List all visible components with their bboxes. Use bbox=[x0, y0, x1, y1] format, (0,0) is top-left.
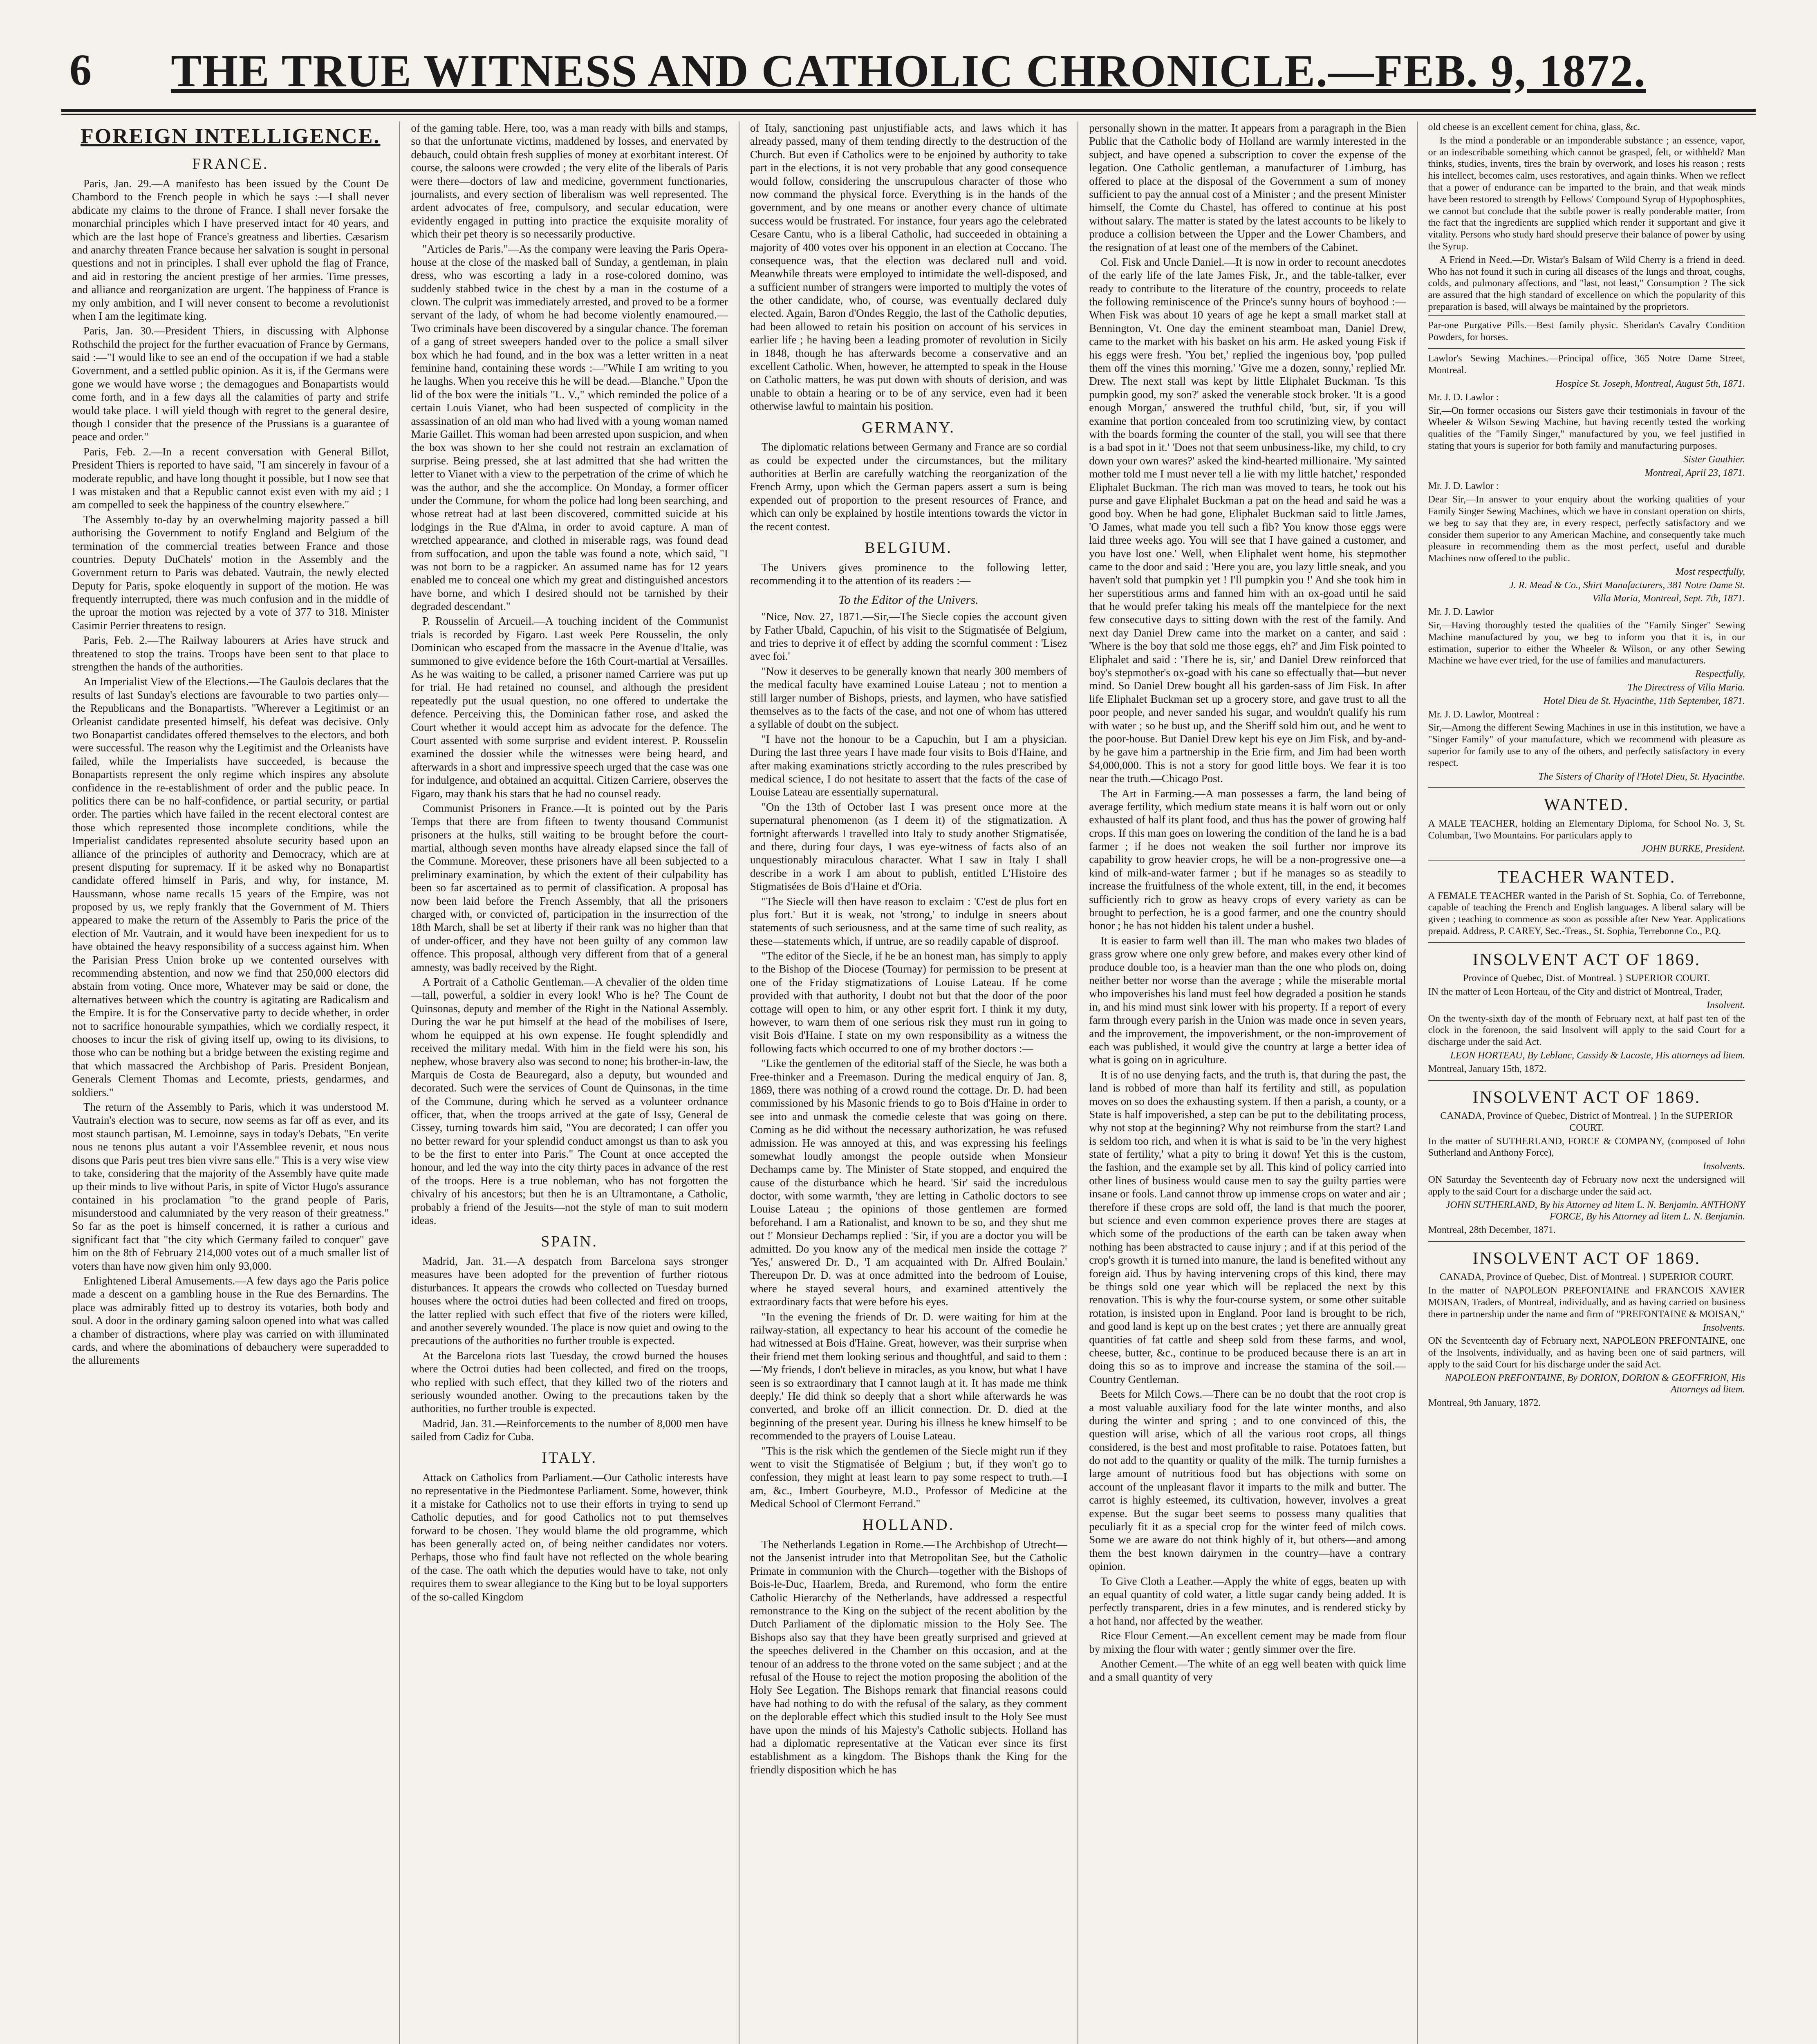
article-paragraph: Paris, Feb. 2.—In a recent conversation with General Billot, President Thiers is reported to have said, "I am sincerely in favour of a moderate republic, and have long thought it possible, but I now see that I was mistaken and that a Republic cannot exist even with my aid ; I am compelled to seek the happiness of the country elsewhere." bbox=[72, 445, 389, 511]
ad-signature: JOHN BURKE, President. bbox=[1641, 843, 1745, 854]
page-number: 6 bbox=[69, 46, 92, 94]
article-paragraph: The Art in Farming.—A man possesses a farm, the land being of average fertility, which medium state means it is half worn out or only exhausted of half its plant food, and thus has the power of growing half crops. If this man goes on lowering the condition of the land he is a bad farmer ; if he does not weaken the soil further nor improve its capability to grow heavier crops, he will be a non-progressive one—a kind of milk-and-water farmer ; but if he manages so as steadily to increase the fruitfulness of the whole extent, till, in the end, it becomes sufficiently rich to grow as heavy crops of every variety as can be brought to perfection, he is a good farmer, and one the country should honor ; he has not hidden his talent under a bushel. bbox=[1089, 787, 1406, 932]
ad-text: Par-one Purgative Pills.—Best family physic. Sheridan's Cavalry Condition Powders, for horses. bbox=[1428, 320, 1745, 343]
article-paragraph: Madrid, Jan. 31.—A despatch from Barcelona says stronger measures have been adopted for the prevention of further riotous disturbances. It appears the crowds who collected on Tuesday burned houses where the octroi duties had been collected and fired on troops, the latter replied with such effect that five of the rioters were killed, and another severely wounded. The place is now quiet and owing to the precautions of the authorities no further trouble is expected. bbox=[411, 1255, 728, 1347]
notice-heading: INSOLVENT ACT OF 1869. bbox=[1472, 950, 1701, 969]
column-2 bbox=[400, 121, 739, 2044]
subsection-holland: HOLLAND. bbox=[862, 1516, 955, 1534]
article-paragraph: "I have not the honour to be a Capuchin, but I am a physician. During the last three years I have made four visits to Bois d'Haine, and after making examinations strictly according to the rules prescribed by medical science, I do not hesitate to assert that the facts of the case of Louise Lateau are essentially supernatural. bbox=[750, 733, 1067, 798]
notice-text: ON the Seventeenth day of February next, NAPOLEON PREFONTAINE, one of the Insolvents, individually, and as having been one of said partners, will apply to the said Court for his discharge under the said Act. bbox=[1428, 1336, 1745, 1370]
article-paragraph: "The Siecle will then have reason to exclaim : 'C'est de plus fort en plus fort.' But it is weak, not 'strong,' to indulge in sneers about statements of such seriousness, and at the same time of such reality, as these—statements which, if untrue, are so readily capable of disproof. bbox=[750, 895, 1067, 947]
ad-signature: J. R. Mead & Co., Shirt Manufacturers, 381 Notre Dame St. bbox=[1509, 580, 1745, 591]
subsection-spain: SPAIN. bbox=[541, 1233, 598, 1251]
article-paragraph: The diplomatic relations between Germany and France are so cordial as could be expected under the circumstances, but the military authorities at Berlin are carefully watching the reorganization of the French Army, upon which the German papers assert a sum is being expended out of proportion to the present resources of France, and which can only be explained by hostile intentions towards the victor in the recent contest. bbox=[750, 441, 1067, 533]
article-paragraph: The return of the Assembly to Paris, which it was understood M. Vautrain's election was to secure, now seems as far off as ever, and its most staunch partisan, M. Lemoinne, says in today's Debats, "En verite nous ne tenons plus autant a voir l'Assemblee revenir, et nous nous disons que Paris peut tres bien vivre sans elle." This is a very wise view to take, considering that the majority of the Assembly have quite made up their minds to live without Paris, in spite of Victor Hugo's assurance contained in his proclamation "to the grand people of Paris, misunderstood and calumniated by the very reason of their greatness." So far as the poet is himself concerned, it is rather a curious and significant fact that "the city which Germany failed to conquer" gave him on the 8th of February 214,000 votes out of a much smaller list of voters than have now given him only 93,000. bbox=[72, 1100, 389, 1272]
subsection-germany: GERMANY. bbox=[862, 419, 955, 436]
article-paragraph: The Univers gives prominence to the following letter, recommending it to the attention of its readers :— bbox=[750, 561, 1067, 587]
article-paragraph: It is easier to farm well than ill. The man who makes two blades of grass grow where one only grew before, and makes every other kind of produce double too, is a heavier man than the one who plods on, doing neither better nor worse than the average ; while the miserable mortal who impoverishes his land must feel how degraded a position he stands in, and his mind must sink lower with his property. If a report of every farm through every parish in the Union was made once in seven years, and the improvement, the impoverishment, or the non-improvement of each was published, it would give the country at large a better idea of what is going on in agriculture. bbox=[1089, 934, 1406, 1066]
notice-date: Montreal, 28th December, 1871. bbox=[1428, 1225, 1556, 1236]
ad-heading: WANTED. bbox=[1544, 796, 1629, 815]
notice-signature: NAPOLEON PREFONTAINE, By DORION, DORION & GEOFFRION, His Attorneys ad litem. bbox=[1445, 1372, 1745, 1395]
notice-insolvent-sutherland bbox=[1428, 1080, 1745, 1241]
ad-dateline: Villa Maria, Montreal, Sept. 7th, 1871. bbox=[1592, 593, 1745, 604]
ad-dateline: Hospice St. Joseph, Montreal, August 5th, 1871. bbox=[1555, 378, 1745, 389]
article-paragraph: Enlightened Liberal Amusements.—A few days ago the Paris police made a descent on a gambling house in the Rue des Bernardins. The place was admirably fitted up to destroy its votaries, both body and soul. A door in the ordinary gaming saloon opened into what was called a chamber of distractions, where play was carried on with illuminated cards, and where the abominations of debauchery were superadded to the allurements bbox=[72, 1275, 389, 1367]
article-paragraph: Paris, Jan. 30.—President Thiers, in discussing with Alphonse Rothschild the project for the further evacuation of France by Germans, said :—"I would like to see an end of the occupation if we had a stable Government, and a settled public opinion. As it is, if the Germans were gone we would have worse ; the demagogues and Bonapartists would come forth, and in a few days all the calamities of party and strife would take place. I will yield though with regret to the general desire, though I consider that the presence of the Prussians is a guarantee of peace and order." bbox=[72, 325, 389, 443]
columns bbox=[61, 121, 1756, 2044]
article-paragraph: Col. Fisk and Uncle Daniel.—It is now in order to recount anecdotes of the early life of the late James Fisk, Jr., and the table-talker, ever ready to contribute to the literature of the country, proceeds to relate the following reminiscence of the Prince's sunny hours of boyhood :—When Fisk was about 10 years of age he kept a small market stall at Bennington, Vt. One day the eminent steamboat man, Daniel Drew, came to the market with his basket on his arm. He asked young Fisk if his eggs were fresh. 'You bet,' replied the ingenious boy, 'pop pulled them off the vines this morning.' 'Give me a dozen, sonny,' replied Mr. Drew. The next stall was kept by little Eliphalet Buckman. 'Is this pumpkin good, my son?' asked the venerable stock broker. 'It is a good enough Morgan,' answered the truthful child, 'but, sir, if you will examine that portion concealed from too scrutinizing view, by contact with the boards forming the counter of the stall, you will see that there is a bad spot in it.' 'Does not that seem unbusiness-like, my child, to cry down your own wares?' asked the kind-hearted millionaire. 'My sainted mother told me I must never tell a lie with my little hatchet,' responded Eliphalet Buckman. The rich man was moved to tears, he took out his purse and gave Eliphalet Buckman a pat on the head and said he was a good boy. When he had gone, Eliphalet Buckman said to little James, 'O James, what made you tell such a fib? You know those eggs were laid three weeks ago. You will see that I have gained a customer, and you have lost one.' Well, when Eliphalet went home, his stepmother came to the door and said : 'Here you are, you lazy little sneak, and you haven't sold that pumpkin yet ! I'll pumpkin you !' And she took him in her superstitious arms and fanned him with an ox-goad until he said that he would prefer taking his meals off the mantelpiece for the next few consecutive days to sitting down with the rest of the family. And next day Daniel Drew came into the market on a canter, and said : 'Where is the boy that sold me those eggs, eh?' and Jim Fisk pointed to Eliphalet and said : 'There he is, sir,' and Daniel Drew reinforced that boy's stepmother's ox-goad with his cane so effectually that—but never mind. So Daniel Drew bought all his garden-sass of Jim Fisk. In after life Eliphalet Buckman set up a grocery store, and gave trust to all the poor people, and never sanded his sugar, and wouldn't qualify his rum with water ; so he bust up, and the Sheriff sold him out, and he went to the poor-house. But Daniel Drew kept his eye on Jim Fisk, and by-and-by he gave him a partnership in the Erie firm, and Jim had been worth $4,000,000. This is not a story for good little boys. We fear it is too near the truth.—Chicago Post. bbox=[1089, 256, 1406, 785]
masthead-rule-thin bbox=[61, 114, 1756, 115]
ad-dateline: Hotel Dieu de St. Hyacinthe, 11th September, 1871. bbox=[1543, 695, 1745, 706]
notice-text: In the matter of SUTHERLAND, FORCE & COMPANY, (composed of John Sutherland and Anthony Force), bbox=[1428, 1136, 1745, 1159]
article-paragraph: "Now it deserves to be generally known that nearly 300 members of the medical faculty have examined Louise Lateau ; not to mention a still larger number of Bishops, priests, and laymen, who have satisfied themselves as to the facts of the case, and not one of whom has uttered a syllable of doubt on the subject. bbox=[750, 665, 1067, 731]
notice-heading: INSOLVENT ACT OF 1869. bbox=[1472, 1088, 1701, 1107]
advertisement-pills bbox=[1428, 315, 1745, 348]
advertisement-sewing-machines bbox=[1428, 348, 1745, 787]
notice-signature: JOHN SUTHERLAND, By his Attorney ad litem L. N. Benjamin. ANTHONY FORCE, By his Attorney ad litem L. N. Benjamin. bbox=[1445, 1199, 1745, 1222]
article-paragraph: A Friend in Need.—Dr. Wistar's Balsam of Wild Cherry is a friend in deed. Who has not found it such in curing all diseases of the lungs and throat, coughs, colds, and pulmonary affections, and "last, not least," Consumption ? The sick are assured that the high standard of excellence on which the popularity of this preparation is based, will always be maintained by the proprietors. bbox=[1428, 254, 1745, 312]
article-paragraph: The Assembly to-day by an overwhelming majority passed a bill authorising the Government to notify England and Belgium of the termination of the commercial treaties between France and those countries. Deputy DuChatels' motion in the Assembly and the Government return to Paris was debated. Vautrain, the newly elected Deputy for Paris, spoke eloquently in support of the motion. He was frequently interrupted, there was much confusion and in the middle of the uproar the motion was rejected by a vote of 377 to 318. Minister Casimir Perrier threatens to resign. bbox=[72, 513, 389, 632]
notice-label: Insolvents. bbox=[1703, 1161, 1745, 1172]
article-paragraph: "The editor of the Siecle, if he be an honest man, has simply to apply to the Bishop of the Diocese (Tournay) for permission to be present at one of the Friday stigmatizations of Louise Lateau. If he come provided with that authority, I doubt not but that the door of the poor cottage will open to him, or any other esprit fort. I think it my duty, however, to warn them of one serious risk they must run in going to visit Bois d'Haine. I state on my own responsibility as a witness the following facts which occurred to one of my brother doctors :— bbox=[750, 950, 1067, 1055]
notice-label: Insolvent. bbox=[1707, 1000, 1745, 1011]
article-paragraph: To Give Cloth a Leather.—Apply the white of eggs, beaten up with an equal quantity of cold water, a little sugar candy being added. It is perfectly transparent, dries in a few minutes, and is rendered sticky by a hot hand, nor affected by the weather. bbox=[1089, 1575, 1406, 1627]
notice-text: IN the matter of Leon Horteau, of the City and district of Montreal, Trader, bbox=[1428, 986, 1723, 997]
masthead-rule bbox=[61, 109, 1756, 112]
article-paragraph: At the Barcelona riots last Tuesday, the crowd burned the houses where the Octroi duties had been collected, and fired on the troops, who replied with such effect, that they killed two of the rioters and seriously wounded another. Owing to the precautions taken by the authorities, no further trouble is expected. bbox=[411, 1349, 728, 1415]
advertisement-teacher-wanted bbox=[1428, 860, 1745, 942]
ad-heading: TEACHER WANTED. bbox=[1497, 868, 1676, 887]
ad-salutation: Mr. J. D. Lawlor, Montreal : bbox=[1428, 709, 1539, 720]
article-paragraph: Paris, Jan. 29.—A manifesto has been issued by the Count De Chambord to the French people in which he says :—I shall never abdicate my claims to the throne of France. I shall never forsake the monarchial principles which I have preserved intact for 40 years, and which are the last hope of France's greatness and liberties. Cæsarism and anarchy threaten France because her salvation is sought in personal questions and not in principles. I shall ever uphold the flag of France, and aid in restoring the ancient prestige of her armies. Time presses, and alliance and reorganization are urgent. The happiness of France is my only ambition, and I will never consent to become a revolutionist when I am the legitimate king. bbox=[72, 177, 389, 322]
notice-date: Montreal, 9th January, 1872. bbox=[1428, 1398, 1541, 1409]
ad-text: Sir,—Having thoroughly tested the qualities of the "Family Singer" Sewing Machine manufactured by you, we beg to inform you that it is, in our estimation, superior to either the Wheeler & Wilson, or any other Sewing Machine we have ever tried, for the use of families and manufacturers. bbox=[1428, 620, 1745, 666]
article-paragraph: Another Cement.—The white of an egg well beaten with quick lime and a small quantity of very bbox=[1089, 1657, 1406, 1683]
article-paragraph: Attack on Catholics from Parliament.—Our Catholic interests have no representative in the Piedmontese Parliament. Some, however, think it a mistake for Catholics not to use their efforts in trying to send up Catholic deputies, and for good Catholics not to put themselves forward to be chosen. They would blame the old programme, which has been generally acted on, of being neither candidates nor voters. Perhaps, those who find fault have not reflected on the whole bearing of the case. The oath which the deputies would have to take, not only requires them to swear allegiance to the King but to be loyal supporters of the so-called Kingdom bbox=[411, 1471, 728, 1603]
ad-text: Sir,—Among the different Sewing Machines in use in this institution, we have a "Singer Family" of your manufacture, which we recommend with pleasure as superior for family use to any of the others, and perfectly satisfactory in every respect. bbox=[1428, 722, 1745, 769]
ad-closing: Most respectfully, bbox=[1676, 566, 1745, 577]
article-paragraph: Communist Prisoners in France.—It is pointed out by the Paris Temps that there are from fifteen to twenty thousand Communist prisoners at the hulks, still waiting to be brought before the court-martial, although seven months have already elapsed since the fall of the Commune. Moreover, these prisoners have all been subjected to a preliminary examination, by which the extent of their culpability has been so far ascertained as to permit of classification. A proposal has now been laid before the French Assembly, that all the prisoners charged with, or convicted of, participation in the insurrection of the 18th March, shall be set at liberty if their rank was no higher than that of under-officer, and they have not been guilty of any common law offence. This proposal, although very different from that of a general amnesty, was badly received by the Right. bbox=[411, 802, 728, 973]
article-paragraph: P. Rousselin of Arcueil.—A touching incident of the Communist trials is recorded by Figaro. Last week Pere Rousselin, the only Dominican who escaped from the massacre in the Avenue d'Italie, was summoned to give evidence before the 16th Court-martial at Versailles. As he was waiting to be called, a prisoner named Carriere was put up for trial. He had retained no counsel, and although the president repeatedly put the usual question, no one offered to undertake the defence. Perceiving this, the Dominican father rose, and asked the Court whether it would accept him as advocate for the defence. The Court assented with some surprise and evident interest. P. Rousselin examined the dossier while the witnesses were being heard, and afterwards in a short and impressive speech urged that the case was one for indulgence, and obtained an acquittal. Citizen Carriere, observes the Figaro, may thank his stars that he had no counsel ready. bbox=[411, 615, 728, 800]
subsection-italy: ITALY. bbox=[542, 1449, 597, 1467]
ad-signature: The Sisters of Charity of l'Hotel Dieu, St. Hyacinthe. bbox=[1538, 771, 1745, 782]
notice-court: CANADA, Province of Quebec, Dist. of Montreal. } SUPERIOR COURT. bbox=[1439, 1272, 1734, 1283]
article-paragraph: Is the mind a ponderable or an imponderable substance ; an essence, vapor, or an indescribable something which cannot be grasped, felt, or withheld? Man thinks, studies, invents, tires the brain by overwork, and loses his reason ; rests his intellect, becomes calm, uses restoratives, and again thinks. When we reflect that a power of endurance can be imparted to the brain, and that weak minds have been restored to strength by Fellows' Compound Syrup of Hypophosphites, we cannot but conclude that the subtle power is really ponderable matter, from the fact that the ingredients are supplied which render it supportant and give it vitality. Persons who study hard should preserve their balance of power by using the Syrup. bbox=[1428, 135, 1745, 252]
notice-text: ON Saturday the Seventeenth day of February now next the undersigned will apply to the said Court for a discharge under the said act. bbox=[1428, 1174, 1745, 1197]
article-paragraph: "This is the risk which the gentlemen of the Siecle might run if they went to visit the Stigmatisée of Belgium ; but, if they won't go to confession, they might at least learn to pay some respect to truth.—I am, &c., Imbert Gourbeyre, M.D., Professor of Medicine at the Medical School of Clermont Ferrand." bbox=[750, 1444, 1067, 1510]
column-3 bbox=[739, 121, 1078, 2044]
notice-insolvent-prefontaine bbox=[1428, 1241, 1745, 1414]
column-1 bbox=[61, 121, 400, 2044]
notice-court: CANADA, Province of Quebec, District of Montreal. } In the SUPERIOR COURT. bbox=[1440, 1110, 1733, 1133]
advertisement-wanted bbox=[1428, 787, 1745, 860]
column-5 bbox=[1418, 121, 1756, 2044]
article-paragraph: "Like the gentlemen of the editorial staff of the Siecle, he was both a Free-thinker and a Freemason. During the medical enquiry of Jan. 8, 1869, there was nothing of a crowd round the cottage. Dr. D. had been commissioned by his Masonic friends to go to Bois d'Haine in order to see into and unmask the comedie celeste that was going on there. Coming as he did without the necessary authorization, he was refused admission. He was annoyed at this, and was expressing his feelings somewhat loudly amongst the people outside when Monsieur Dechamps came by. The Minister of State stopped, and enquired the cause of the disturbance which he heard. 'Sir' said the incredulous doctor, with some warmth, 'they are letting in Catholic doctors to see Louise Lateau ; the opinions of those gentlemen are formed beforehand. I am a Rationalist, and known to be so, and they shut me out !' Monsieur Dechamps replied : 'Sir, if you are a doctor you will be admitted. Do you know any of the medical men inside the cottage ?' 'Yes,' answered Dr. D., 'I am acquainted with Dr. Alfred Boulain.' Thereupon Dr. D. was at once admitted into the bedroom of Louise, where he stayed several hours, and examined attentively the extraordinary facts that were before his eyes. bbox=[750, 1057, 1067, 1308]
column-4 bbox=[1078, 121, 1417, 2044]
ad-text: Dear Sir,—In answer to your enquiry about the working qualities of your Family Singer Sewing Machines, which we have in constant operation on shirts, we beg to say that they are, in every respect, perfectly satisfactory and we consider them superior to any American Machine, and consequently take much pleasure in recommending them as the most perfect, useful and durable Machines now offered to the public. bbox=[1428, 494, 1745, 564]
article-paragraph: of Italy, sanctioning past unjustifiable acts, and laws which it has already passed, many of them tending directly to the destruction of the Church. But even if Catholics were to be enjoined by authority to take part in the elections, it is not very probable that any good consequence would follow, considering the unscrupulous character of those who now command the physical force. Everything is in the hands of the government, and by one means or another every chance of ultimate success would be frustrated. For instance, four years ago the celebrated Cesare Cantu, who is a liberal Catholic, had succeeded in obtaining a majority of 400 votes over his opponent in an election at Coccano. The consequence was, that the election was declared null and void. Meanwhile threats were employed to intimidate the well-disposed, and a sufficient number of strangers were imported to multiply the votes of the other candidate, who, of course, was eventually declared duly elected. Again, Baron d'Ondes Reggio, the last of the Catholic deputies, had been allowed to retain his position on account of his services in earlier life ; he having been a leading promoter of revolution in Sicily in 1848, though he has afterwards become a conservative and an excellent Catholic. When, however, he attempted to speak in the House on Catholic matters, he was put down with shouts of derision, and was unable to obtain a hearing or to be of any service, even had it been otherwise lawful to maintain his position. bbox=[750, 122, 1067, 412]
article-paragraph: Rice Flour Cement.—An excellent cement may be made from flour by mixing the flour with water ; gently simmer over the fire. bbox=[1089, 1629, 1406, 1655]
notice-date: Montreal, January 15th, 1872. bbox=[1428, 1063, 1546, 1074]
notice-text: On the twenty-sixth day of the month of February next, at half past ten of the clock in the forenoon, the said Insolvent will apply to the said Court for a discharge under the said Act. bbox=[1428, 1013, 1745, 1048]
letter-heading: To the Editor of the Univers. bbox=[838, 593, 979, 607]
ad-salutation: Mr. J. D. Lawlor : bbox=[1428, 481, 1499, 492]
article-paragraph: "Articles de Paris."—As the company were leaving the Paris Opera-house at the close of the masked ball of Sunday, a gentleman, in plain dress, who was escorting a lady in a rose-colored domino, was suddenly stabbed twice in the chest by a man in the costume of a clown. The culprit was immediately arrested, and proved to be a former servant of the lady, of whom he had become violently enamoured.—Two criminals have been discovered by a singular chance. The foreman of a gang of street sweepers handed over to the police a small silver box which he had found, and in the box was a letter written in a neat feminine hand, containing these words :—"While I am writing to you he laughs. When you receive this he will be dead.—Blanche." Upon the lid of the box were the initials "L. V.," which reminded the police of a certain Louis Vianet, who had been suspected of complicity in the assassination of an old man who had lived with a young woman named Marie Gaillet. This woman had been arrested upon suspicion, and when the box was shown to her she could not restrain an exclamation of surprise. Being pressed, she at last admitted that she had written the letter to Vianet with a view to the perpetration of the crime of which he was the author, and she the accomplice. On Monday, a former officer under the Commune, for whom the police had long been searching, and whose retreat had at last been discovered, committed suicide at his lodgings in the Rue d'Alma, in order to avoid capture. A man of wretched appearance, and clothed in miserable rags, was found dead from suffocation, and upon the table was found a note, which said, "I was not born to be a ragpicker. An assumed name has for 12 years enabled me to conceal one which my great and distinguished ancestors have borne, and which I desired should not be tarnished by their degraded descendant." bbox=[411, 242, 728, 613]
ad-dateline: Montreal, April 23, 1871. bbox=[1644, 467, 1745, 478]
article-paragraph: Beets for Milch Cows.—There can be no doubt that the root crop is a most valuable auxiliary food for the late winter months, and also during the winter and spring ; and to one convinced of this, the question will arise, which of all the various root crops, all things considered, is the best and most profitable to raise. Potatoes fatten, but do not add to the quantity or quality of the milk. The turnip furnishes a large amount of nutritious food but has objections with some on account of the unpleasant flavor it imparts to the milk and butter. The carrot is highly esteemed, its cultivation, however, involves a great expense. But the sugar beet seems to possess many qualities that peculiarly fit it as a special crop for the winter feed of milch cows. Some we are aware do not think highly of it, but others—and among them the best known dairymen in the country—have a contrary opinion. bbox=[1089, 1388, 1406, 1573]
ad-text: A FEMALE TEACHER wanted in the Parish of St. Sophia, Co. of Terrebonne, capable of teaching the French and English languages. A liberal salary will be given ; teaching to commence as soon as possible after New Year. Applications prepaid. Address, P. CAREY, Sec.-Treas., St. Sophia, Terrebonne Co., P.Q. bbox=[1428, 890, 1745, 937]
ad-signature: Sister Gauthier. bbox=[1683, 454, 1745, 465]
ad-text: A MALE TEACHER, holding an Elementary Diploma, for School No. 3, St. Columban, Two Mountains. For particulars apply to bbox=[1428, 818, 1745, 841]
article-paragraph: personally shown in the matter. It appears from a paragraph in the Bien Public that the Catholic body of Holland are warmly interested in the subject, and have opened a subscription to cover the expense of the legation. One Catholic gentleman, a manufacturer of Limburg, has offered to place at the disposal of the Government a sum of money sufficient to pay the annual cost of a Minister ; and the present Minister himself, the Comte du Chastel, has offered to continue at his post without salary. The matter is stated by the latest accounts to be likely to produce a collision between the Upper and the Lower Chambers, and the resignation of at least one of the members of the Cabinet. bbox=[1089, 122, 1406, 253]
notice-text: In the matter of NAPOLEON PREFONTAINE and FRANCOIS XAVIER MOISAN, Traders, of Montreal, individually, and as having carried on business there in partnership under the name and firm of "PREFONTAINE & MOISAN," bbox=[1428, 1285, 1745, 1320]
article-paragraph: of the gaming table. Here, too, was a man ready with bills and stamps, so that the unfortunate victims, maddened by losses, and enervated by debauch, could obtain fresh supplies of money at exorbitant interest. Of course, the saloons were crowded ; the very elite of the liberals of Paris were there—doctors of law and medicine, government functionaries, journalists, and every section of liberalism was well represented. The ardent advocates of free, compulsory, and secular education, were evidently engaged in putting into practice the exquisite morality of which their pet theory is so necessarily productive. bbox=[411, 122, 728, 240]
article-paragraph: Madrid, Jan. 31.—Reinforcements to the number of 8,000 men have sailed from Cadiz for Cuba. bbox=[411, 1417, 728, 1443]
article-paragraph: "On the 13th of October last I was present once more at the supernatural phenomenon (as I deem it) of the stigmatization. A fortnight afterwards I travelled into Italy to study another Stigmatisée, and there, during four days, I was eye-witness of facts also of an unquestionably miraculous character. What I saw in Italy I shall describe in a work I am about to publish, entitled L'Histoire des Stigmatisées de Bois d'Haine et d'Oria. bbox=[750, 800, 1067, 893]
section-heading: FOREIGN INTELLIGENCE. bbox=[81, 125, 381, 148]
page-title: THE TRUE WITNESS AND CATHOLIC CHRONICLE.—FEB. 9, 1872. bbox=[171, 46, 1646, 96]
ad-salutation: Mr. J. D. Lawlor bbox=[1428, 607, 1494, 618]
subsection-france: FRANCE. bbox=[192, 155, 269, 173]
article-paragraph: A Portrait of a Catholic Gentleman.—A chevalier of the olden time—tall, powerful, a soldier in every look! Who is he? The Count de Quinsonas, deputy and member of the Right in the National Assembly. During the war he put himself at the head of the mobilises of Isere, whom he equipped at his own expense. He fought splendidly and received the military medal. With him in the field were his son, his nephew, whose bravery also was second to none; his brother-in-law, the Marquis de Costa de Beauregard, also a deputy, but wounded and decorated. Such were the services of Count de Quinsonas, in the time of the Commune, during which he served as a volunteer ordnance officer, that, when the troops arrived at the gate of Issy, General de Cissey, turning towards him said, "You are decorated; I can offer you no better reward for your splendid conduct amongst us than to ask you to be the first to enter into Paris." The Count at once accepted the honour, and led the way into the city thirty paces in advance of the rest of the troops. Here is a true nobleman, who has not forgotten the chivalry of his ancestors; but then he is an Ultramontane, a Catholic, probably a friend of the Jesuits—not the style of man to suit modern ideas. bbox=[411, 976, 728, 1227]
article-paragraph: old cheese is an excellent cement for china, glass, &c. bbox=[1428, 122, 1640, 132]
article-paragraph: It is of no use denying facts, and the truth is, that during the past, the land is robbed of more than half its fertility and still, as population moves on so does the exhausting system. If then a parish, a county, or a State is half impoverished, a step can be put to the debilitating process, why not stop at the beginning? Why not reimburse from the start? Land is seldom too rich, and when it is what is said to be 'in the very highest state of fertility,' what a pity to bring it down! Yet this is the custom, the fashion, and the example set by all. This kind of policy carried into other lines of business would cause men to say the guilty parties were insane or fools. Land cannot throw up immense crops on water and air ; therefore if these crops are sold off, the land is that much the poorer, but science and even common experience proves there are stages at which some of the productions of the earth can be taken away when nothing has been abstracted to cause injury ; and if at this period of the crop's growth it is turned into manure, the land is benefited without any foreign aid. Thus by having intervening crops of this kind, there may be things sold one year which will be replaced the next by this renovation. This is why the four-course system, or some other suitable rotation, is insisted upon in England. Poor land is brought to be rich, and good land is kept up on the best crates ; yet there are annually great quantities of fat cattle and sheep sold from these farms, and wool, cheese, butter, &c., continue to be produced because there is an art in doing this so as to improve and increase the stamina of the soil.—Country Gentleman. bbox=[1089, 1068, 1406, 1385]
article-paragraph: "Nice, Nov. 27, 1871.—Sir,—The Siecle copies the account given by Father Ubald, Capuchin, of his visit to the Stigmatisée of Belgium, and tries to deprive it of effect by adding the scornful comment : 'Lisez avec foi.' bbox=[750, 610, 1067, 663]
article-paragraph: Paris, Feb. 2.—The Railway labourers at Aries have struck and threatened to stop the trains. Troops have been sent to that place to strengthen the hands of the authorities. bbox=[72, 634, 389, 673]
masthead bbox=[61, 45, 1756, 106]
notice-label: Insolvents. bbox=[1703, 1322, 1745, 1333]
ad-signature: The Directress of Villa Maria. bbox=[1627, 682, 1745, 693]
article-paragraph: An Imperialist View of the Elections.—The Gaulois declares that the results of last Sunday's elections are favourable to two parties only—the Republicans and the Bonapartists. "Wherever a Legitimist or an Orleanist candidate presented himself, his defeat was decisive. Only two Bonapartist candidates offered themselves to the electors, and both were successful. The reason why the Legitimist and the Orleanists have failed, while the Imperialists have succeeded, is because the Bonapartists represent the only regime which inspires any absolute confidence in the re-establishment of order and the public peace. In politics there can be no half-confidence, or partial security, or partial order. The parties which have failed in the recent electoral contest are those which represented those incomplete conditions, while the Imperialist candidates represented absolute security based upon an alliance of the principles of authority and Democracy, which are at present disputing for supremacy. If it be asked why no Bonapartist candidate offered himself in Paris, and why, for instance, M. Haussmann, whose name recalls 15 years of the Empire, was not proposed by us, we reply frankly that the Government of M. Thiers appeared to make the return of the Assembly to Paris the price of the election of Mr. Vautrain, and it would have been inexpedient for us to have obtained the heavy responsibility of a success against him. When the Parisian Press Union broke up we contented ourselves with recommending abstention, and now we find that 250,000 electors did abstain from voting. Once more, Whatever may be said or done, the alternatives between which the country is agitating are Radicalism and the Empire. It is for the Conservative party to decide whether, in order not to sacrifice honourable sympathies, which we cordially respect, it chooses to incur the risk of giving itself up, owing to its divisions, to those who can be nothing but a bridge between the existing regime and that which massacred the Archbishop of Paris. President Bonjean, Generals Clement Thomas and Lecomte, priests, gendarmes, and soldiers." bbox=[72, 675, 389, 1098]
notice-heading: INSOLVENT ACT OF 1869. bbox=[1472, 1249, 1701, 1268]
notice-signature: LEON HORTEAU, By Leblanc, Cassidy & Lacoste, His attorneys ad litem. bbox=[1450, 1050, 1745, 1061]
notice-court: Province of Quebec, Dist. of Montreal. } SUPERIOR COURT. bbox=[1463, 973, 1710, 984]
ad-closing: Respectfully, bbox=[1695, 669, 1745, 680]
subsection-belgium: BELGIUM. bbox=[865, 539, 952, 556]
article-paragraph: The Netherlands Legation in Rome.—The Archbishop of Utrecht—not the Jansenist intruder into that Metropolitan See, but the Catholic Primate in communion with the Church—together with the Bishops of Bois-le-Duc, Haarlem, Breda, and Ruremond, who form the entire Catholic Hierarchy of the Netherlands, have addressed a respectful remonstrance to the King on the subject of the recent abolition by the Dutch Parliament of the diplomatic mission to the Holy See. The Bishops also say that they have been greatly surprised and grieved at the speeches delivered in the Chamber on this occasion, and at the tenour of an address to the throne voted on the same subject ; and at the refusal of the House to reject the motion proposing the abolition of the Holy See Legation. The Bishops remark that financial reasons could have had nothing to do with the refusal of the salary, as they comment on the deplorable effect which this studied insult to the Holy See must have upon the minds of his Majesty's Catholic subjects. Holland has had a diplomatic representative at the Vatican ever since its first establishment as a kingdom. The Bishops thank the King for the friendly disposition which he has bbox=[750, 1538, 1067, 1776]
ad-text: Lawlor's Sewing Machines.—Principal office, 365 Notre Dame Street, Montreal. bbox=[1428, 353, 1745, 376]
notice-insolvent-horteau bbox=[1428, 942, 1745, 1080]
ad-text: Sir,—On former occasions our Sisters gave their testimonials in favour of the Wheeler & Wilson Sewing Machine, but having recently tested the working qualities of the "Family Singer," manufactured by you, we feel justified in stating that yours is superior for both family and manufacturing purposes. bbox=[1428, 405, 1745, 451]
article-paragraph: "In the evening the friends of Dr. D. were waiting for him at the railway-station, all expectancy to hear his account of the comedie he had witnessed at Bois d'Haine. Great, however, was their surprise when their friend met them looking serious and thoughtful, and said to them :—'My friends, I don't believe in miracles, as you know, but what I have seen is so extraordinary that I cannot laugh at it. It has made me think deeply.' He did think so deeply that a short while afterwards he was converted, and broke off an illicit connection. Dr. D. died at the beginning of the present year. During his illness he knew himself to be recommended to the prayers of Louise Lateau. bbox=[750, 1310, 1067, 1442]
ad-salutation: Mr. J. D. Lawlor : bbox=[1428, 392, 1499, 403]
